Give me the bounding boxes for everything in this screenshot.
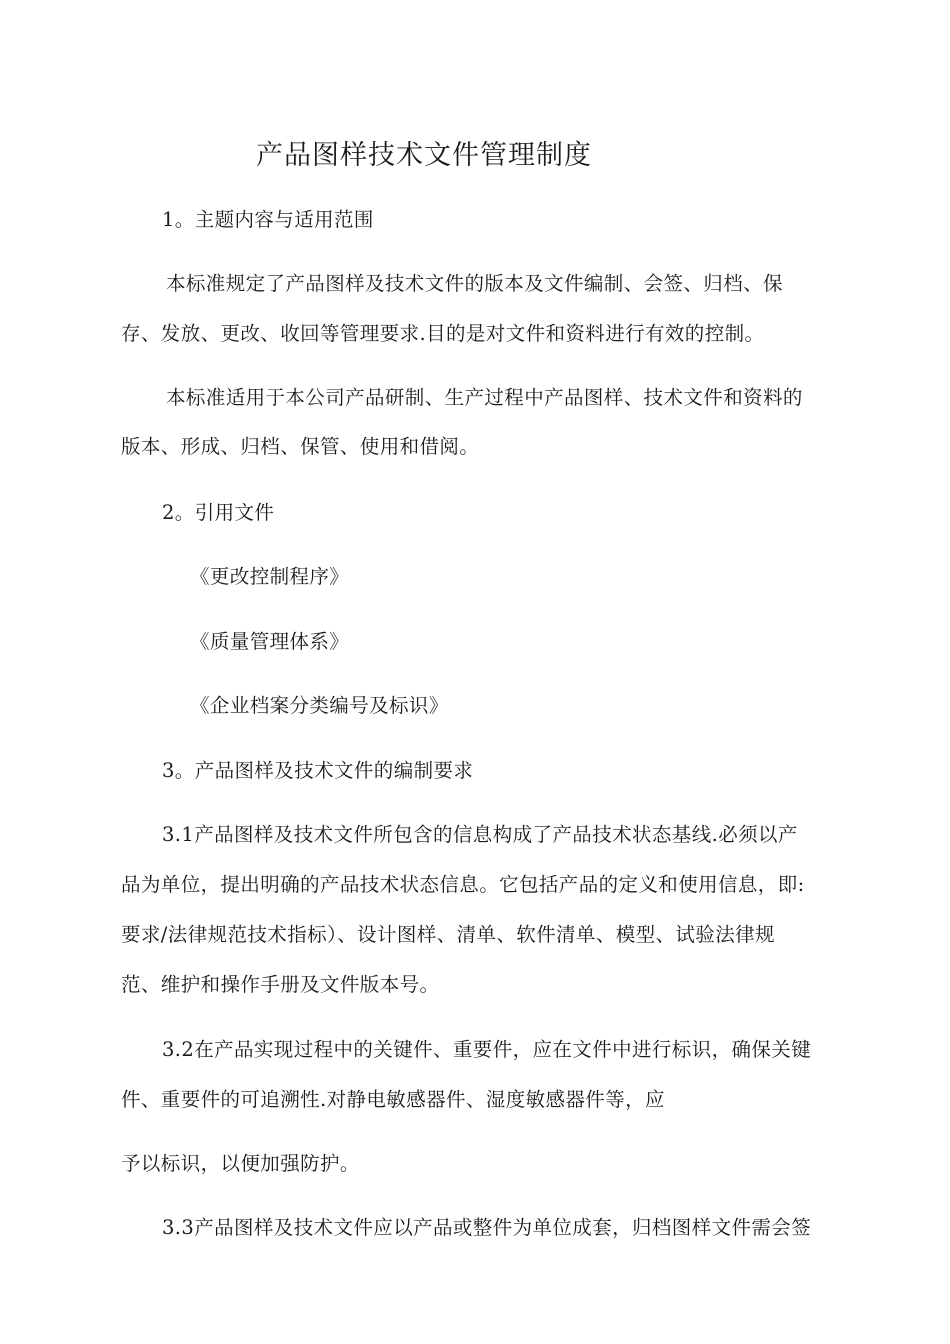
reference-item: 《质量管理体系》 [190,630,350,653]
paragraph-line: 版本、形成、归档、保管、使用和借阅。 [121,435,480,458]
section-1-heading: 1。主题内容与适用范围 [162,208,374,231]
section-3-heading: 3。产品图样及技术文件的编制要求 [162,759,474,782]
paragraph-line: 3.3产品图样及技术文件应以产品或整件为单位成套，归档图样文件需会签 [162,1216,812,1239]
reference-item: 《企业档案分类编号及标识》 [190,694,449,717]
section-2-heading: 2。引用文件 [162,501,275,524]
paragraph-line: 件、重要件的可追溯性.对静电敏感器件、湿度敏感器件等，应 [121,1088,665,1111]
paragraph-line: 3.2在产品实现过程中的关键件、重要件，应在文件中进行标识，确保关键 [162,1038,812,1061]
paragraph-line: 存、发放、更改、收回等管理要求.目的是对文件和资料进行有效的控制。 [121,322,765,345]
paragraph-line: 予以标识，以便加强防护。 [121,1152,360,1175]
paragraph-line: 品为单位，提出明确的产品技术状态信息。它包括产品的定义和使用信息，即: [121,873,805,896]
paragraph-line: 3.1产品图样及技术文件所包含的信息构成了产品技术状态基线.必须以产 [162,823,798,846]
document-title: 产品图样技术文件管理制度 [256,140,592,171]
paragraph-line: 本标准适用于本公司产品研制、生产过程中产品图样、技术文件和资料的 [166,386,803,409]
paragraph-line: 本标准规定了产品图样及技术文件的版本及文件编制、会签、归档、保 [166,272,783,295]
paragraph-line: 范、维护和操作手册及文件版本号。 [121,973,440,996]
paragraph-line: 要求/法律规范技术指标）、设计图样、清单、软件清单、模型、试验法律规 [121,923,775,946]
reference-item: 《更改控制程序》 [190,565,350,588]
